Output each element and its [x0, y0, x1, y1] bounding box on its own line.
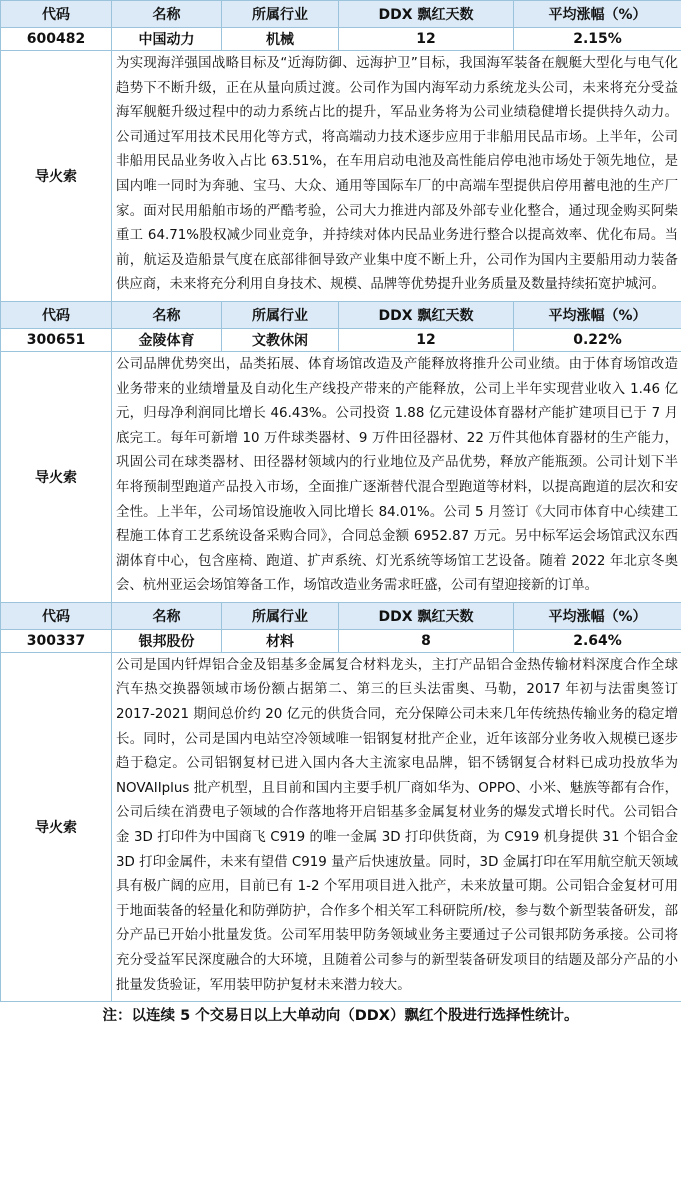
header-name: 名称	[112, 301, 222, 328]
header-code: 代码	[1, 301, 112, 328]
description-row	[1, 351, 681, 602]
header-industry: 所属行业	[222, 602, 339, 629]
header-avg-gain: 平均涨幅（%）	[514, 301, 681, 328]
header-ddx-days: DDX 飘红天数	[339, 1, 514, 28]
header-name: 名称	[112, 602, 222, 629]
stock-name: 银邦股份	[112, 629, 222, 652]
header-row	[1, 602, 681, 629]
header-avg-gain: 平均涨幅（%）	[514, 602, 681, 629]
stock-avg-gain: 0.22%	[514, 328, 681, 351]
stock-code: 300651	[1, 328, 112, 351]
trigger-label: 导火索	[1, 652, 112, 1001]
stock-row	[1, 629, 681, 652]
header-avg-gain: 平均涨幅（%）	[514, 1, 681, 28]
footnote: 注：以连续 5 个交易日以上大单动向（DDX）飘红个股进行选择性统计。	[102, 1008, 579, 1025]
stock-avg-gain: 2.64%	[514, 629, 681, 652]
trigger-label: 导火索	[1, 351, 112, 602]
header-ddx-days: DDX 飘红天数	[339, 301, 514, 328]
stock-code: 300337	[1, 629, 112, 652]
trigger-label: 导火索	[1, 51, 112, 302]
stock-code: 600482	[1, 28, 112, 51]
stock-industry: 文教休闲	[222, 328, 339, 351]
stock-industry: 机械	[222, 28, 339, 51]
stock-industry: 材料	[222, 629, 339, 652]
trigger-description: 公司品牌优势突出，品类拓展、体育场馆改造及产能释放将推升公司业绩。由于体育场馆改造业务带来的业绩增量及自动化生产线投产带来的产能释放，公司上半年实现营业收入 1.46 亿元，归母净利润同比增长 46.43%。公司投资 1.88 亿元建设体育器材产能扩建项目已于 7 月底完工。每年可新增 10 万件球类器材、9 万件田径器材、22 万件其他体育器材的生产能力，巩固公司在球类器材、田径器材领域内的行业地位及产品优势，释放产能瓶颈。公司计划下半年将预制型跑道产品投入市场，全面推广逐渐替代混合型跑道等材料，以提高跑道的层次和安全性。上半年，公司场馆设施收入同比增长 84.01%。公司 5 月签订《大同市体育中心续建工程施工体育工艺系统设备采购合同》，合同总金额 6952.87 万元。另中标军运会场馆武汉东西湖体育中心，包含座椅、跑道、扩声系统、灯光系统等场馆工艺设备。随着 2022 年北京冬奥会、杭州亚运会场馆筹备工作，场馆改造业务需求旺盛，公司有望迎接新的订单。	[112, 351, 681, 602]
header-code: 代码	[1, 1, 112, 28]
stock-avg-gain: 2.15%	[514, 28, 681, 51]
stock-row	[1, 28, 681, 51]
trigger-description: 公司是国内钎焊铝合金及铝基多金属复合材料龙头，主打产品铝合金热传输材料深度合作全球汽车热交换器领域市场份额占据第二、第三的巨头法雷奥、马勒，2017 年初与法雷奥签订 2017-2021 期间总价约 20 亿元的供货合同，充分保障公司未来几年传统热传输业务的稳定增长。同时，公司是国内电站空冷领域唯一铝钢复材批产企业，近年该部分业务收入规模已逐步趋于稳定。公司铝钢复材已进入国内各大主流家电品牌，铝不锈钢复合材料已成功投放华为 NOVAIIplus 批产机型，且目前和国内主要手机厂商如华为、OPPO、小米、魅族等都有合作，公司后续在消费电子领域的合作落地将开启铝基多金属复材业务的爆发式增长时代。公司铝合金 3D 打印件为中国商飞 C919 的唯一金属 3D 打印供货商，为 C919 机身提供 31 个铝合金 3D 打印金属件，未来有望借 C919 量产后快速放量。同时，3D 金属打印在军用航空航天领域具有极广阔的应用，目前已有 1-2 个军用项目进入批产，未来放量可期。公司铝合金复材可用于地面装备的轻量化和防弹防护，合作多个相关军工科研院所/校，参与数个新型装备研发，部分产品已开始小批量发货。公司军用装甲防务领域业务主要通过子公司银邦防务承接。公司将充分受益军民深度融合的大环境，且随着公司参与的新型装备研发项目的结题及部分产品的小批量发货验证，军用装甲防护复材未来潜力较大。	[112, 652, 681, 1001]
trigger-description: 为实现海洋强国战略目标及“近海防御、远海护卫”目标，我国海军装备在舰艇大型化与电气化趋势下不断升级，正在从量向质过渡。公司作为国内海军动力系统龙头公司，未来将充分受益海军舰艇升级过程中的动力系统占比的提升，军品业务将为公司业绩稳健增长提供持久动力。公司通过军用技术民用化等方式，将高端动力技术逐步应用于非船用民品市场。上半年，公司非船用民品业务收入占比 63.51%，在车用启动电池及高性能启停电池市场处于领先地位，是国内唯一同时为奔驰、宝马、大众、通用等国际车厂的中高端车型提供启停用蓄电池的生产厂家。面对民用船舶市场的严酷考验，公司大力推进内部及外部专业化整合，通过现金购买阿柴重工 64.71%股权减少同业竞争，并持续对体内民品业务进行整合以提高效率、优化布局。当前，航运及造船景气度在底部徘徊导致产业集中度不断上升，公司作为国内主要船用动力装备供应商，未来将充分利用自身技术、规模、品牌等优势提升业务质量及数量持续拓宽护城河。	[112, 51, 681, 302]
stock-name: 中国动力	[112, 28, 222, 51]
header-ddx-days: DDX 飘红天数	[339, 602, 514, 629]
header-code: 代码	[1, 602, 112, 629]
stock-row	[1, 328, 681, 351]
stock-name: 金陵体育	[112, 328, 222, 351]
header-name: 名称	[112, 1, 222, 28]
stock-ddx-days: 8	[339, 629, 514, 652]
header-industry: 所属行业	[222, 301, 339, 328]
header-row	[1, 301, 681, 328]
stock-ddx-days: 12	[339, 28, 514, 51]
stock-ddx-days: 12	[339, 328, 514, 351]
description-row	[1, 51, 681, 302]
header-industry: 所属行业	[222, 1, 339, 28]
header-row	[1, 1, 681, 28]
description-row	[1, 652, 681, 1001]
